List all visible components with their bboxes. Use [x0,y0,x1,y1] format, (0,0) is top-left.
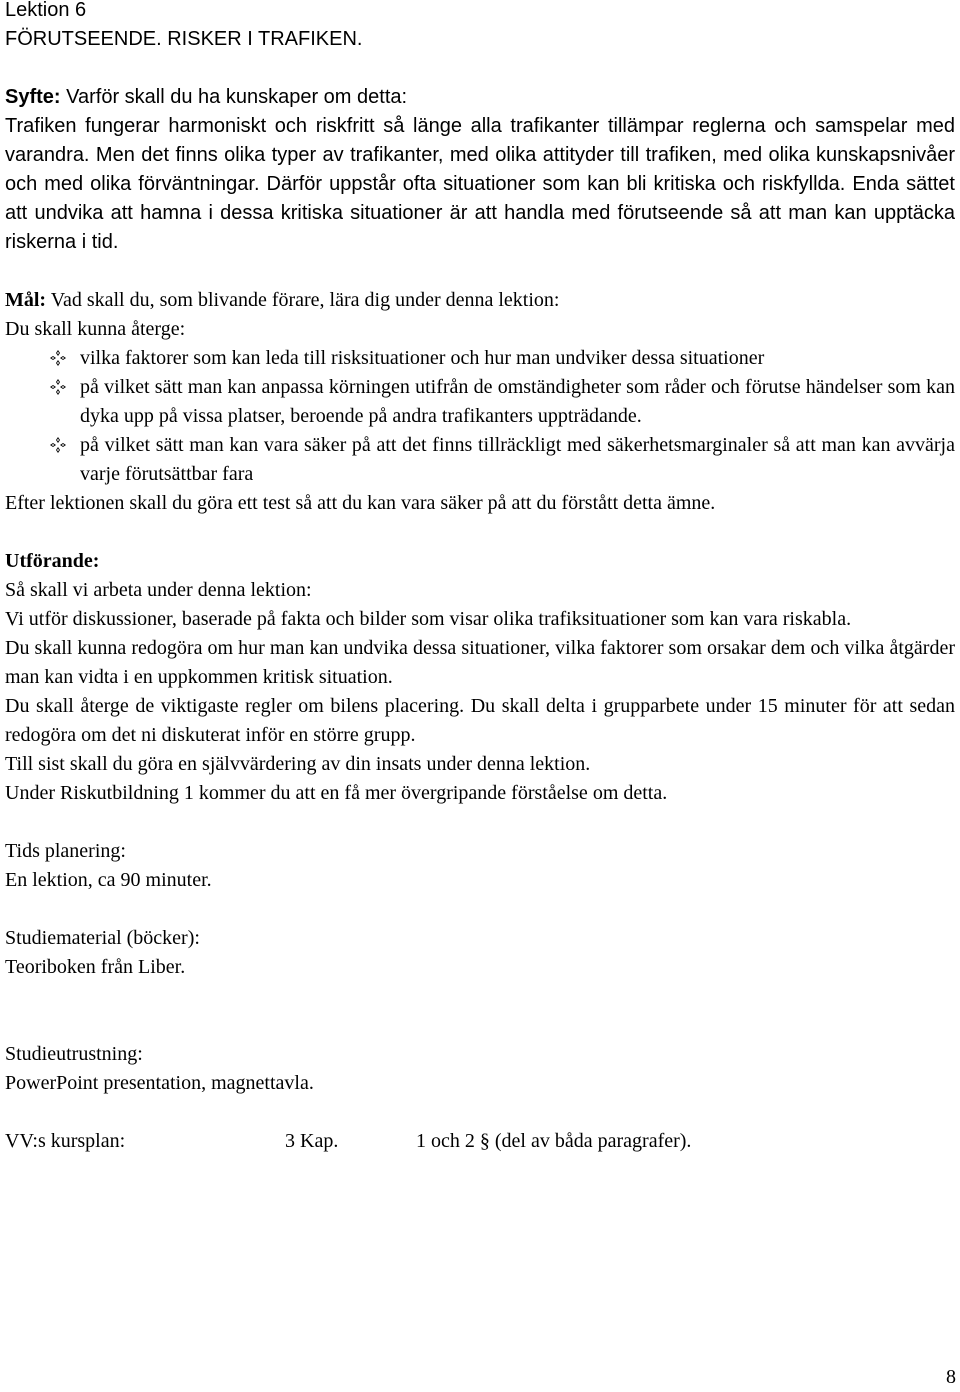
mal-after: Efter lektionen skall du göra ett test så att du kan vara säker på att du förstått detta ämne. [5,492,716,514]
mal-heading [5,286,955,315]
kursplan-kap: 3 Kap. [285,1130,339,1152]
kursplan-label: VV:s kursplan: [5,1130,126,1152]
tids-label: Tids planering: [5,840,126,862]
diamond-bullet-icon [5,373,80,402]
lesson-label: Lektion 6 [5,0,87,21]
studieutrustning-value: PowerPoint presentation, magnettavla. [5,1072,314,1094]
mal-bullet-text: på vilket sätt man kan anpassa körningen utifrån de omständigheter som råder och förutse händelser som kan dyka upp på vissa platser, beroende på andra trafikanters uppträdande. [80,376,955,427]
utforande-paragraph: Under Riskutbildning 1 kommer du att en få mer övergripande förståelse om detta. [5,782,668,804]
kursplan-note: (del av båda paragrafer). [494,1130,692,1152]
tids-value: En lektion, ca 90 minuter. [5,869,212,891]
kursplan-row [5,1127,955,1156]
kursplan-paragrafer: 1 och 2 [416,1130,475,1152]
diamond-bullet-icon [5,344,80,373]
utforande-heading [5,547,955,576]
document-page [5,0,955,1156]
syfte-body: Trafiken fungerar harmoniskt och riskfritt så länge alla trafikanter tillämpar reglerna och samspelar med varandra. Men det finns olika typer av trafikanter, med olika attityder till trafiken, med olika kunskapsnivåer och med olika förväntningar. Därför uppstår ofta situationer som kan bli kritiska och riskfyllda. Enda sättet att undvika att hamna i dessa kritiska situationer är att handla med förutseende så att man kan upptäcka riskerna i tid. [5,115,955,253]
syfte-label: Syfte: [5,86,61,108]
studieutrustning-label: Studieutrustning: [5,1043,143,1065]
studiematerial-value: Teoriboken från Liber. [5,956,186,978]
diamond-bullet-icon [5,431,80,460]
lesson-title: FÖRUTSEENDE. RISKER I TRAFIKEN. [5,28,363,50]
section-sign: § [479,1130,490,1152]
utforande-paragraph: Vi utför diskussioner, baserade på fakta och bilder som visar olika trafiksituationer som kan vara riskabla. [5,608,852,630]
mal-bullet-text: vilka faktorer som kan leda till risksituationer och hur man undviker dessa situationer [80,347,765,369]
utforande-paragraph: Du skall kunna redogöra om hur man kan undvika dessa situationer, vilka faktorer som orsakar dem och vilka åtgärder man kan vidta i en uppkommen kritisk situation. [5,637,955,688]
utforande-intro: Så skall vi arbeta under denna lektion: [5,579,312,601]
mal-bullet-1 [5,344,955,373]
syfte-question: Varför skall du ha kunskaper om detta: [60,86,408,108]
mal-bullet-text: på vilket sätt man kan vara säker på att det finns tillräckligt med säkerhetsmarginaler så att man kan avvärja varje förutsättbar fara [80,434,955,485]
mal-label: Mål: [5,289,47,311]
page-number: 8 [946,1366,956,1388]
mal-intro: Du skall kunna återge: [5,318,186,340]
mal-bullet-3 [5,431,955,489]
utforande-paragraph: Du skall återge de viktigaste regler om bilens placering. Du skall delta i grupparbete under 15 minuter för att sedan redogöra om det ni diskuterat inför en större grupp. [5,695,955,746]
syfte-heading [5,83,955,112]
studiematerial-label: Studiematerial (böcker): [5,927,200,949]
utforande-label: Utförande: [5,550,100,572]
utforande-paragraph: Till sist skall du göra en självvärdering av din insats under denna lektion. [5,753,591,775]
mal-bullet-2 [5,373,955,431]
mal-question: Vad skall du, som blivande förare, lära dig under denna lektion: [46,289,560,311]
